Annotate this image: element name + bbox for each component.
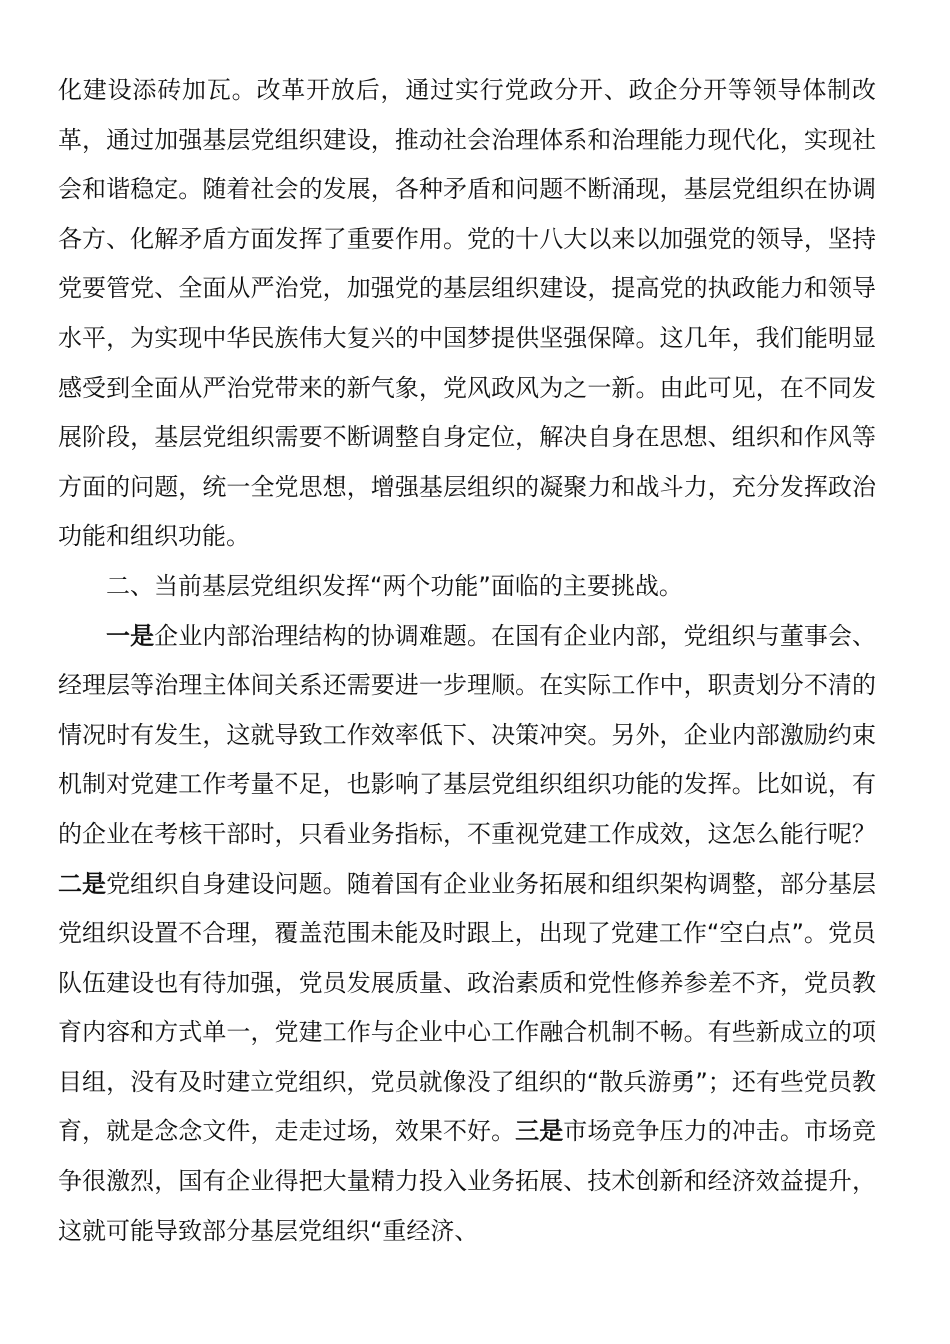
challenge-text-second: 党组织自身建设问题。随着国有企业业务拓展和组织架构调整，部分基层党组织设置不合理，覆盖范围未能及时跟上，出现了党建工作“空白点”。党员队伍建设也有待加强，党员发展质量、政治素质和党性修养参差不齐，党员教育内容和方式单一，党建工作与企业中心工作融合机制不畅。有些新成立的项目组，没有及时建立党组织，党员就像没了组织的“散兵游勇”；还有些党员教育，就是念念文件，走走过场，效果不好。 <box>58 869 877 1146</box>
document-page <box>58 66 876 1256</box>
lead-marker-third: 三是 <box>515 1117 564 1146</box>
challenge-text-third: 市场竞争压力的冲击。市场竞争很激烈，国有企业得把大量精力投入业务拓展、技术创新和经济效益提升，这就可能导致部分基层党组织“重经济、 <box>58 1117 877 1245</box>
section-heading-challenges: 二、当前基层党组织发挥“两个功能”面临的主要挑战。 <box>106 571 683 600</box>
lead-marker-first: 一是 <box>106 621 155 650</box>
paragraph-challenges <box>58 612 876 1257</box>
challenge-text-first: 企业内部治理结构的协调难题。在国有企业内部，党组织与董事会、经理层等治理主体间关系还需要进一步理顺。在实际工作中，职责划分不清的情况时有发生，这就导致工作效率低下、决策冲突。另外，企业内部激励约束机制对党建工作考量不足，也影响了基层党组织组织功能的发挥。比如说，有的企业在考核干部时，只看业务指标，不重视党建工作成效，这怎么能行呢？ <box>58 621 877 848</box>
paragraph-history: 化建设添砖加瓦。改革开放后，通过实行党政分开、政企分开等领导体制改革，通过加强基层党组织建设，推动社会治理体系和治理能力现代化，实现社会和谐稳定。随着社会的发展，各种矛盾和问题不断涌现，基层党组织在协调各方、化解矛盾方面发挥了重要作用。党的十八大以来以加强党的领导，坚持党要管党、全面从严治党，加强党的基层组织建设，提高党的执政能力和领导水平，为实现中华民族伟大复兴的中国梦提供坚强保障。这几年，我们能明显感受到全面从严治党带来的新气象，党风政风为之一新。由此可见，在不同发展阶段，基层党组织需要不断调整自身定位，解决自身在思想、组织和作风等方面的问题，统一全党思想，增强基层组织的凝聚力和战斗力，充分发挥政治功能和组织功能。 <box>58 76 876 551</box>
lead-marker-second: 二是 <box>58 869 107 898</box>
